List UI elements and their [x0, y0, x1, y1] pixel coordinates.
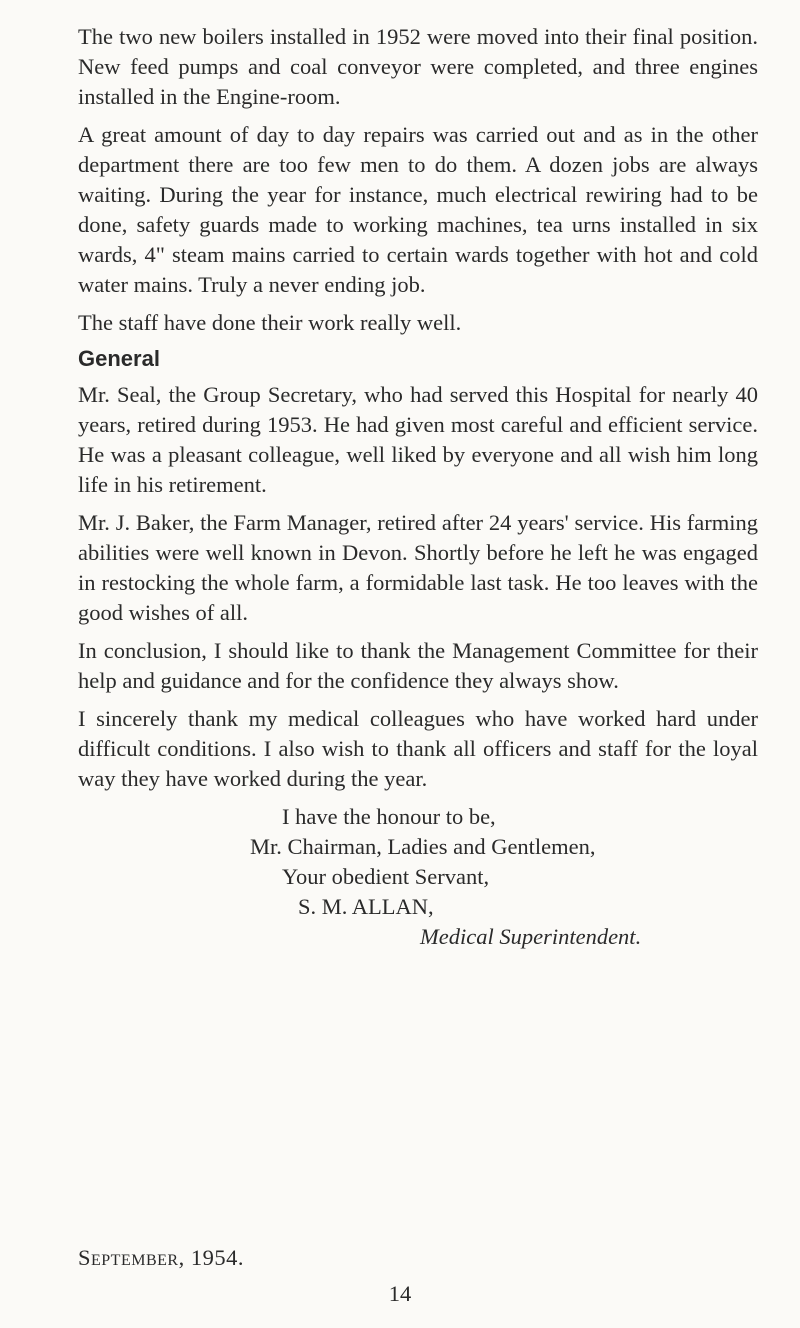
paragraph-repairs: A great amount of day to day repairs was carried out and as in the other department there are too few men to do them. A dozen jobs are always waiting. During the year for instance, much electrical rewiring had to be done, safety guards made to working machines, tea urns installed in six wards, 4" steam mains carried to certain wards together with hot and cold water mains. Truly a never ending job.	[78, 122, 758, 297]
closing-servant: Your obedient Servant,	[282, 864, 490, 889]
signature-title: Medical Superintendent.	[420, 924, 642, 949]
closing-block	[78, 802, 758, 952]
paragraph-staff: The staff have done their work really well.	[78, 310, 462, 335]
paragraph-boilers: The two new boilers installed in 1952 were moved into their final position. New feed pumps and coal conveyor were completed, and three engines installed in the Engine-room.	[78, 24, 758, 109]
closing-salutation: Mr. Chairman, Ladies and Gentlemen,	[250, 834, 596, 859]
report-page	[78, 22, 758, 952]
section-heading-general: General	[78, 346, 160, 371]
document-date: September, 1954.	[78, 1245, 244, 1270]
paragraph-conclusion: In conclusion, I should like to thank the Management Committee for their help and guidance and for the confidence they always show.	[78, 638, 758, 693]
paragraph-mr-seal: Mr. Seal, the Group Secretary, who had served this Hospital for nearly 40 years, retired during 1953. He had given most careful and efficient service. He was a pleasant colleague, well liked by everyone and all wish him long life in his retirement.	[78, 382, 758, 497]
paragraph-mr-baker: Mr. J. Baker, the Farm Manager, retired after 24 years' service. His farming abilities were well known in Devon. Shortly before he left he was engaged in restocking the whole farm, a formidable last task. He too leaves with the good wishes of all.	[78, 510, 758, 625]
signature-name: S. M. ALLAN,	[298, 894, 434, 919]
paragraph-thanks: I sincerely thank my medical colleagues who have worked hard under difficult conditions. I also wish to thank all officers and staff for the loyal way they have worked during the year.	[78, 706, 758, 791]
closing-honour: I have the honour to be,	[282, 804, 496, 829]
page-number: 14	[388, 1281, 412, 1306]
